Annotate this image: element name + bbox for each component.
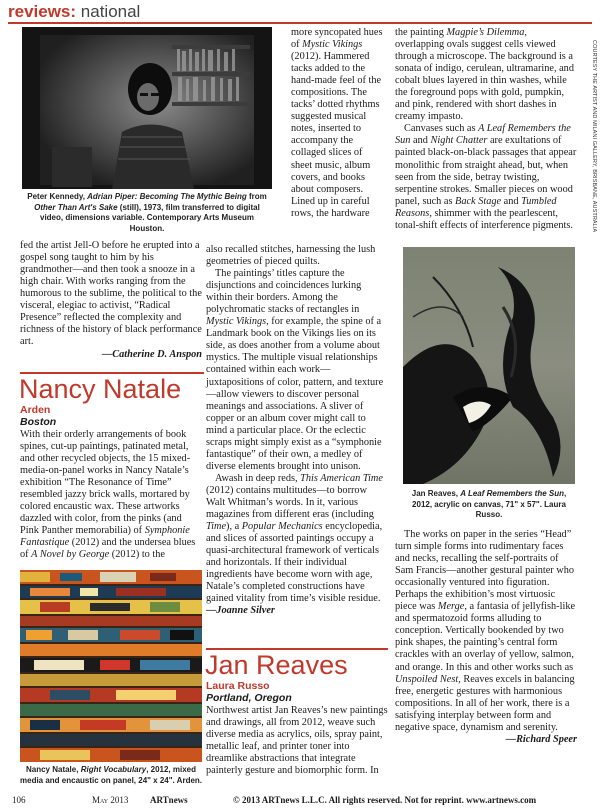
natale-heading: Nancy Natale [19,374,182,404]
issue-date: May 2013 [92,795,129,805]
natale-venue: Arden [20,404,51,416]
right-vocabulary-image [20,570,202,762]
piper-film-still [22,27,272,189]
copyright-notice: © 2013 ARTnews L.L.C. All rights reserved. Not for reprint. www.artnews.com [233,795,537,805]
natale-artwork [20,570,202,762]
piper-review-end [20,240,202,361]
magazine-name: ARTnews [150,795,188,805]
natale-continue: also recalled stitches, harnessing the lush geometries of pieced quilts. [206,244,376,268]
reaves-heading: Jan Reaves [205,650,348,680]
natale-caption: Nancy Natale, Right Vocabulary, 2012, mixed media and encaustic on panel, 24" x 24". Arden. [20,765,203,785]
reaves-artwork [403,247,575,484]
natale-byline: —Joanne Silver [206,605,275,617]
section-label: reviews: [8,2,77,21]
film-still-image [22,27,272,189]
natale-paragraph-1-cont: more syncopated hues of Mystic Vikings (2012). Hammered tacks added to the hand-made feel of the compositions. The tacks’ dotted rhythms suggested musical notes, inserted to accompany the collaged slices of sheet music, album covers, and books about composers. Lined up in careful rows, the hardware [291,27,383,219]
reaves-city: Portland, Oregon [206,692,292,704]
reaves-caption: Jan Reaves, A Leaf Remembers the Sun, 2012, acrylic on canvas, 71" x 57". Laura Russo. [411,489,567,519]
header-rule [8,22,592,24]
section-header [8,3,140,21]
reaves-byline: —Richard Speer [505,733,577,745]
natale-review-body [206,244,388,617]
reaves-review-cont [395,27,577,232]
page-number: 106 [12,795,26,805]
natale-paragraph-3: Awash in deep reds, This American Time (2012) contains multitudes—to borrow Walt Whitman’s words. In it, various magazines from different eras (including Time), a Popular Mechanics encyclopedia, and slices of assorted paintings occupy a quasi-architectural framework of verticals and horizontals. If their individual ingredients have become worn with age, Natale’s completed constructions have gained vitality from time’s visible residue. —Joanne Silver [206,472,383,617]
photo-credit [589,40,597,290]
natale-paragraph-1: With their orderly arrangements of book spines, cut-up paintings, patinated metal, and other recycled objects, the 15 mixed-media-on-panel works in Nancy Natale’s exhibition “The Resonance of Time” resembled jazzy brick walls, mortared by colored encaustic wax. These artworks dazzled with color, from the pinks (and Pink Panther memorabilia) of Symphonie Fantastique (2012) and the undersea blues of A Novel by George (2012) to the [20,429,196,561]
reaves-paragraph-1-cont: the painting Magpie’s Dilemma, overlapping ovals suggest cells viewed through a microscope. The background is a sonata of indigo, cerulean, ultramarine, and cobalt blues layered in thin washes, while the foreground pops with gold, pumpkin, and pink, rendered with short dashes in creamy impasto. [395,27,574,123]
subsection-label: national [80,2,141,21]
reaves-paragraph-3: The works on paper in the series “Head” turn simple forms into rudimentary faces and necks, recalling the self-portraits of Sam Francis—another gestural painter who occasionally ventured into figuration. Perhaps the exhibition’s most virtuosic piece was Merge, a fantasia of jellyfish-like and spermatozoid forms alluding to conception. Vertically bookended by two pink shapes, the painting’s central form crackles with an overlay of yellow, salmon, and orange. In this and other works such as Unspoiled Nest, Reaves excels in balancing free, energetic gestures with harmonious compositions. In all of her work, there is a satisfying interplay between form and negative space, dynamism and serenity. —Richard Speer [395,529,577,745]
natale-paragraph-2: The paintings’ titles capture the disjunctions and coincidences lurking within their borders. Among the polychromatic stacks of rectangles in Mystic Vikings, for example, the spine of a Landmark book on the Vikings lies on its side, as does another from a volume about mystics. The multiple visual relationships contained within each work—juxtapositions of color, pattern, and texture—allow viewers to discover personal meanings and associations. A sliver of copper or an album cover might call to mind a particular place. Or the eclectic scraps might simply exist as a “symphonie fantastique” of their own, a medley of diverse elements brought into unison. [206,268,384,472]
photo-credit-text: COURTESY THE ARTIST AND MILANI GALLERY, BRISBANE, AUSTRALIA [591,40,597,233]
reaves-paragraph-2: Canvases such as A Leaf Remembers the Sun and Night Chatter are exultations of painted black-on-black passages that appear monolithic from straight ahead, but, when seen from the side, betray twisting, serpentine strokes. Smaller pieces on wood panel, such as Back Stage and Tumbled Reasons, shimmer with the pearlescent, tonal-shift effects of interference pigments. [395,123,577,231]
leaf-remembers-sun-image [403,247,575,484]
reaves-paragraph-1: Northwest artist Jan Reaves’s new paintings and drawings, all from 2012, weave such diverse media as acrylics, oils, spray paint, metallic leaf, and printer toner into dreamlike abstractions that integrate painterly gesture and biomorphic form. In [206,705,388,777]
piper-byline: —Catherine D. Anspon [101,349,202,361]
natale-city: Boston [20,416,57,428]
piper-paragraph: fed the artist Jell-O before he erupted into a gospel song taught to him by his grandmother—and then took a snooze in a high chair. With works ranging from the humorous to the sublime, the political to the visceral, elegiac to activist, “Radical Presence” reflected the complexity and richness of the history of black performance art. [20,240,202,348]
piper-caption: Peter Kennedy, Adrian Piper: Becoming The Mythic Being from Other Than Art's Sake (still), 1973, film transferred to digital video, dimensions variable. Contemporary Arts Museum Houston. [27,192,267,233]
reaves-venue: Laura Russo [206,680,270,692]
